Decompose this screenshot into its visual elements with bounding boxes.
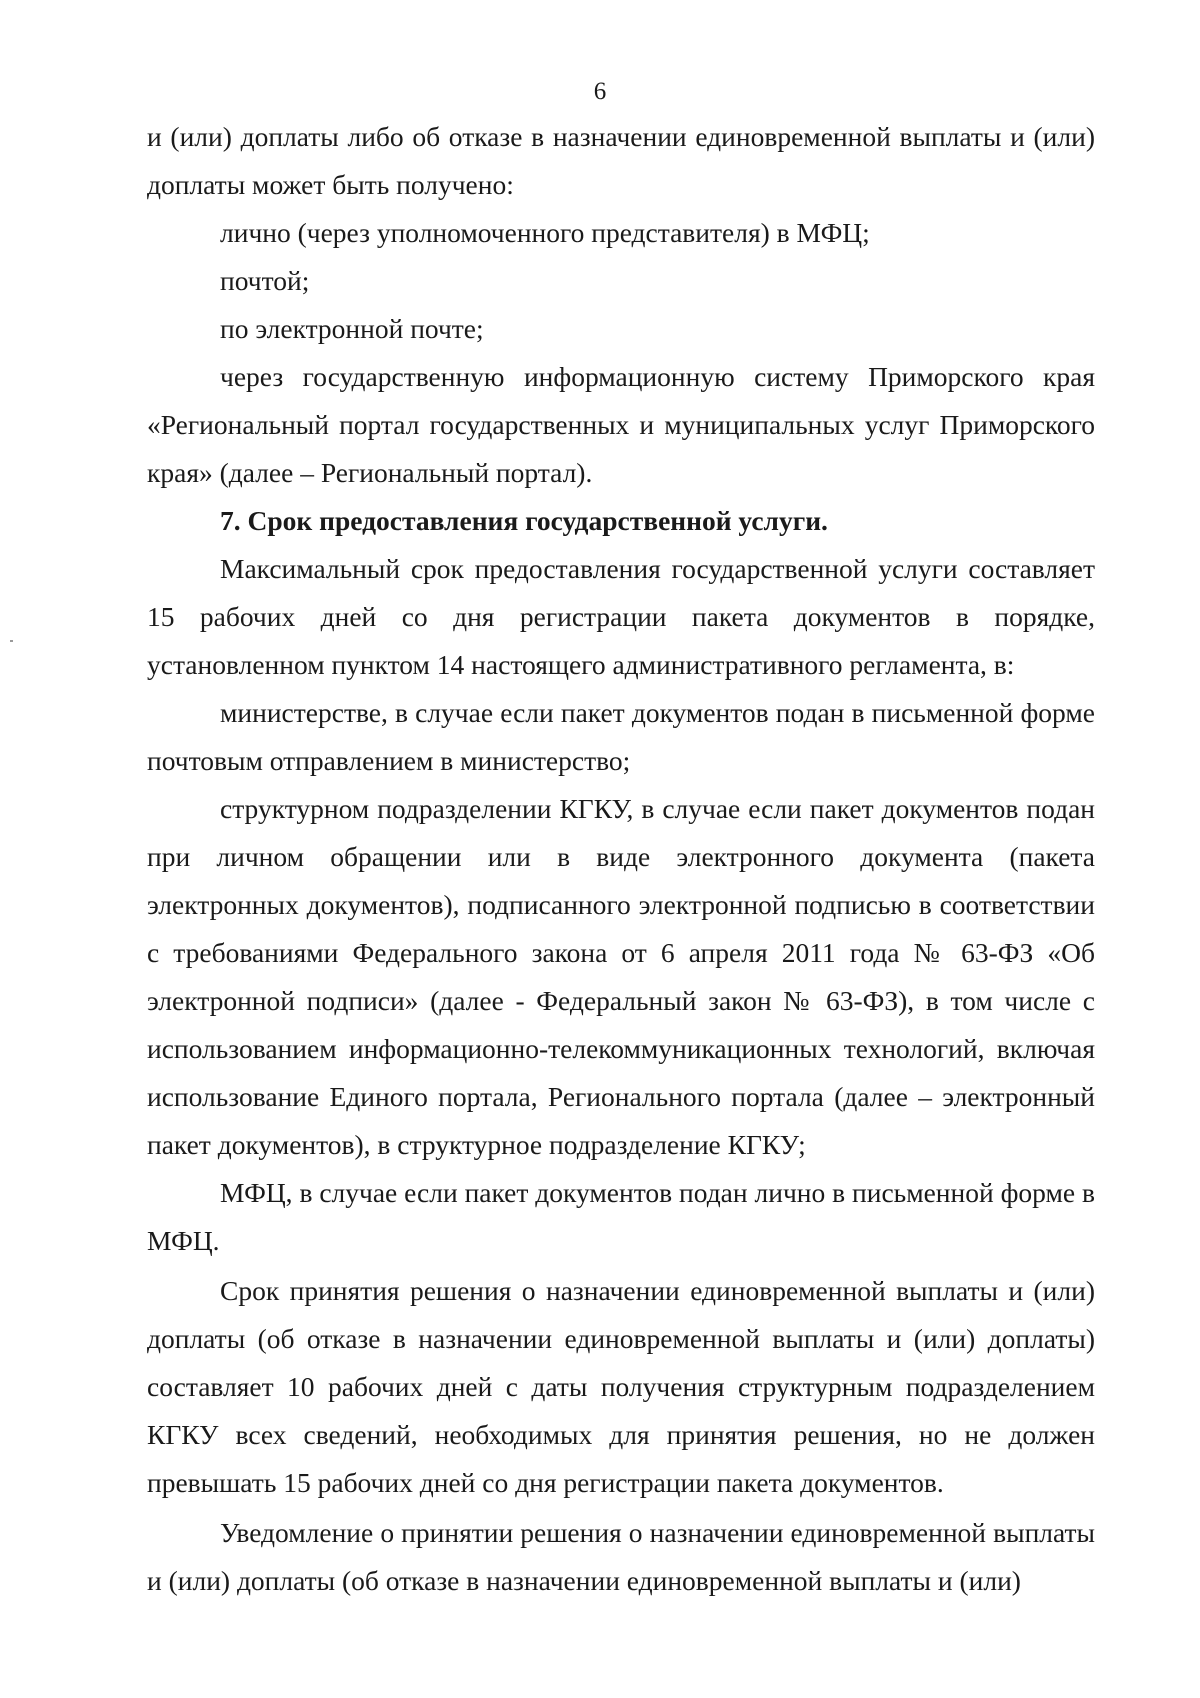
scan-speck: [10, 640, 13, 642]
paragraph-max-term: Максимальный срок предоставления государственной услуги составляет 15 рабочих дней со дня регистрации пакета документов в порядке, установленном пунктом 14 настоящего административного регламента, в:: [147, 553, 1095, 680]
list-item-by-mail: почтой;: [220, 265, 310, 296]
list-item-in-person: лично (через уполномоченного представителя) в МФЦ;: [220, 217, 870, 248]
list-item-ministry: министерстве, в случае если пакет документов подан в письменной форме почтовым отправлением в министерство;: [147, 697, 1095, 776]
list-item-regional-portal: через государственную информационную систему Приморского края «Региональный портал государственных и муниципальных услуг Приморского края» (далее – Региональный портал).: [147, 361, 1095, 488]
list-item-mfc: МФЦ, в случае если пакет документов подан лично в письменной форме в МФЦ.: [147, 1177, 1095, 1256]
paragraph-decision-term: Срок принятия решения о назначении единовременной выплаты и (или) доплаты (об отказе в назначении единовременной выплаты и (или) доплаты) составляет 10 рабочих дней с даты получения структурным подразделением КГКУ всех сведений, необходимых для принятия решения, но не должен превышать 15 рабочих дней со дня регистрации пакета документов.: [147, 1275, 1095, 1498]
list-item-by-email: по электронной почте;: [220, 313, 484, 344]
paragraph-notification: Уведомление о принятии решения о назначении единовременной выплаты и (или) доплаты (об отказе в назначении единовременной выплаты и (или): [147, 1517, 1095, 1596]
paragraph-continuation: и (или) доплаты либо об отказе в назначении единовременной выплаты и (или) доплаты может быть получено:: [147, 121, 1095, 200]
section-heading: 7. Срок предоставления государственной услуги.: [220, 505, 828, 536]
document-body: [147, 113, 1095, 1605]
list-item-structural-unit: структурном подразделении КГКУ, в случае если пакет документов подан при личном обращении или в виде электронного документа (пакета электронных документов), подписанного электронной подписью в соответствии с требованиями Федерального закона от 6 апреля 2011 года № 63-ФЗ «Об электронной подписи» (далее - Федеральный закон № 63-ФЗ), в том числе с использованием информационно-телекоммуникационных технологий, включая использование Единого портала, Регионального портала (далее – электронный пакет документов), в структурное подразделение КГКУ;: [147, 793, 1095, 1160]
page-number: 6: [593, 78, 607, 105]
